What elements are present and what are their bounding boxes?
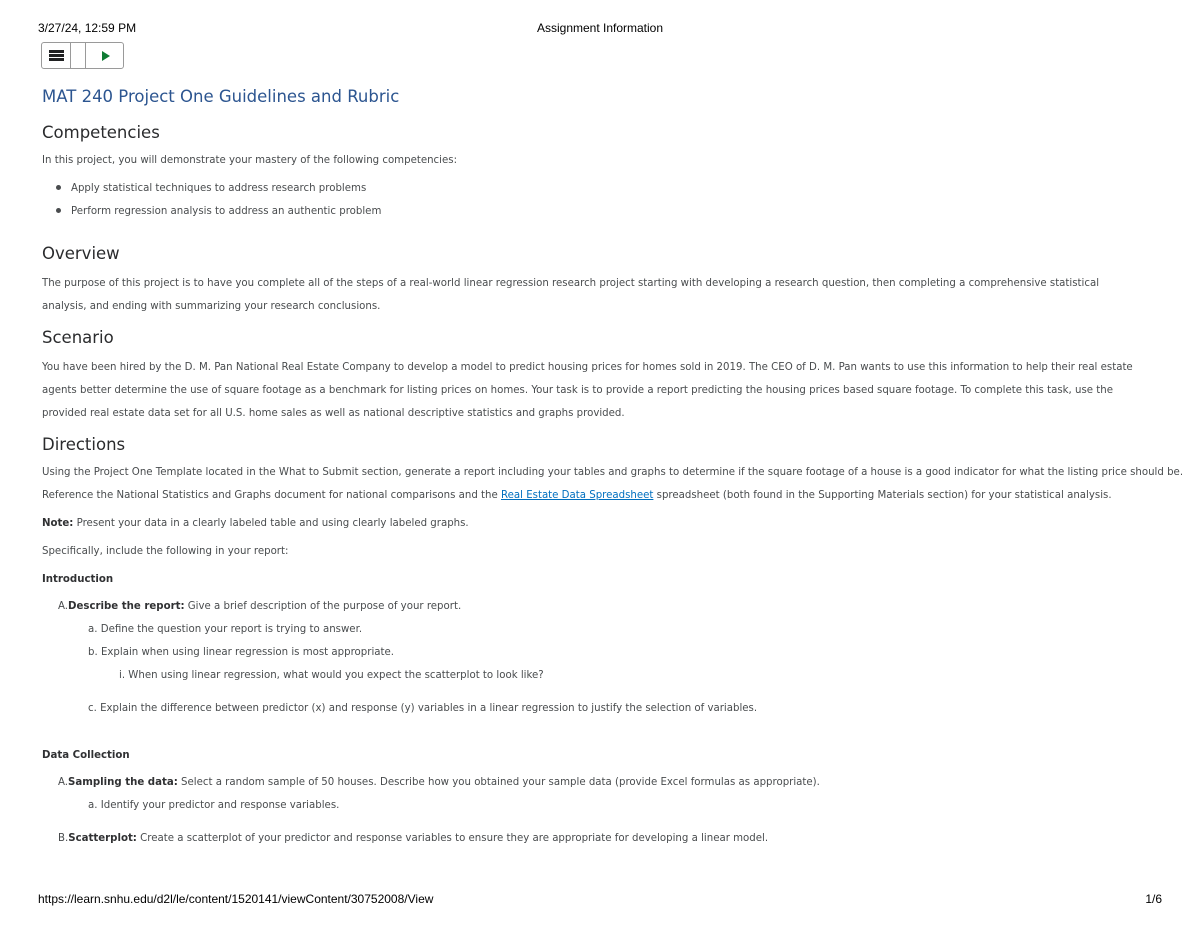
table-of-contents-button[interactable] [42, 43, 71, 68]
competency-item: Apply statistical techniques to address research problems [71, 183, 367, 194]
print-page-title: Assignment Information [536, 21, 664, 35]
item-marker: B. [58, 833, 69, 844]
directions-text: Reference the National Statistics and Graphs document for national comparisons and the [42, 490, 501, 501]
scenario-text: You have been hired by the D. M. Pan National Real Estate Company to develop a model to predict housing prices for homes sold in 2019. The CEO of D. M. Pan wants to use this information to help their real estate agents better determine the use of square footage as a benchmark for listing prices on homes. Your task is to provide a report predicting the housing prices based square footage. To complete this task, use the provided real estate data set for all U.S. home sales as well as national descriptive statistics and graphs provided. [42, 362, 1133, 419]
toolbar-divider [71, 43, 86, 68]
print-url: https://learn.snhu.edu/d2l/le/content/1520141/viewContent/30752008/View [38, 892, 434, 906]
item-text: Give a brief description of the purpose of your report. [184, 601, 462, 612]
specifically-line: Specifically, include the following in your report: [42, 546, 289, 557]
directions-text: spreadsheet (both found in the Supporting Materials section) for your statistical analysis. [653, 490, 1112, 501]
heading-competencies: Competencies [42, 123, 160, 142]
heading-overview: Overview [42, 244, 120, 263]
print-header [38, 21, 1162, 37]
item-label: Scatterplot: [68, 833, 137, 844]
intro-sub-a: a. Define the question your report is trying to answer. [88, 624, 363, 635]
intro-sub-c: c. Explain the difference between predictor (x) and response (y) variables in a linear regression to justify the selection of variables. [88, 703, 758, 714]
competency-item: Perform regression analysis to address an authentic problem [71, 206, 382, 217]
directions-line-1: Using the Project One Template located in the What to Submit section, generate a report including your tables and graphs to determine if the square footage of a house is a good indicator for what the listing price should be. [42, 467, 1184, 478]
page-number: 1/6 [1145, 892, 1162, 906]
play-icon [102, 51, 110, 61]
note-text: Present your data in a clearly labeled table and using clearly labeled graphs. [73, 518, 469, 529]
data-item-a [58, 777, 820, 788]
directions-line-2 [42, 490, 1112, 501]
intro-item-a [58, 601, 461, 612]
play-button[interactable] [86, 43, 123, 68]
list-item [56, 206, 381, 217]
data-item-b [58, 833, 768, 844]
document-title: MAT 240 Project One Guidelines and Rubric [42, 87, 400, 106]
bullet-icon [56, 208, 61, 213]
heading-data-collection: Data Collection [42, 750, 130, 761]
item-text: Create a scatterplot of your predictor and response variables to ensure they are appropriate for developing a linear model. [136, 833, 769, 844]
note-label: Note: [42, 518, 74, 529]
heading-directions: Directions [42, 435, 126, 454]
note-line [42, 518, 469, 529]
item-label: Describe the report: [68, 601, 185, 612]
print-datetime: 3/27/24, 12:59 PM [38, 21, 137, 35]
data-sub-a: a. Identify your predictor and response variables. [88, 800, 340, 811]
list-item [56, 183, 366, 194]
item-text: Select a random sample of 50 houses. Describe how you obtained your sample data (provide Excel formulas as appropriate). [177, 777, 820, 788]
heading-scenario: Scenario [42, 328, 114, 347]
competencies-intro: In this project, you will demonstrate your mastery of the following competencies: [42, 155, 458, 166]
item-label: Sampling the data: [68, 777, 178, 788]
item-marker: A. [58, 601, 69, 612]
heading-introduction: Introduction [42, 574, 114, 585]
intro-sub-b-i: i. When using linear regression, what would you expect the scatterplot to look like? [119, 670, 544, 681]
intro-sub-b: b. Explain when using linear regression is most appropriate. [88, 647, 395, 658]
menu-icon [49, 50, 64, 61]
item-marker: A. [58, 777, 69, 788]
real-estate-spreadsheet-link[interactable]: Real Estate Data Spreadsheet [501, 490, 654, 501]
content-toolbar [41, 42, 124, 69]
print-footer [38, 892, 1162, 908]
overview-text: The purpose of this project is to have you complete all of the steps of a real-world linear regression research project starting with developing a research question, then completing a comprehensive statistical analysis, and ending with summarizing your research conclusions. [42, 278, 1100, 312]
bullet-icon [56, 185, 61, 190]
